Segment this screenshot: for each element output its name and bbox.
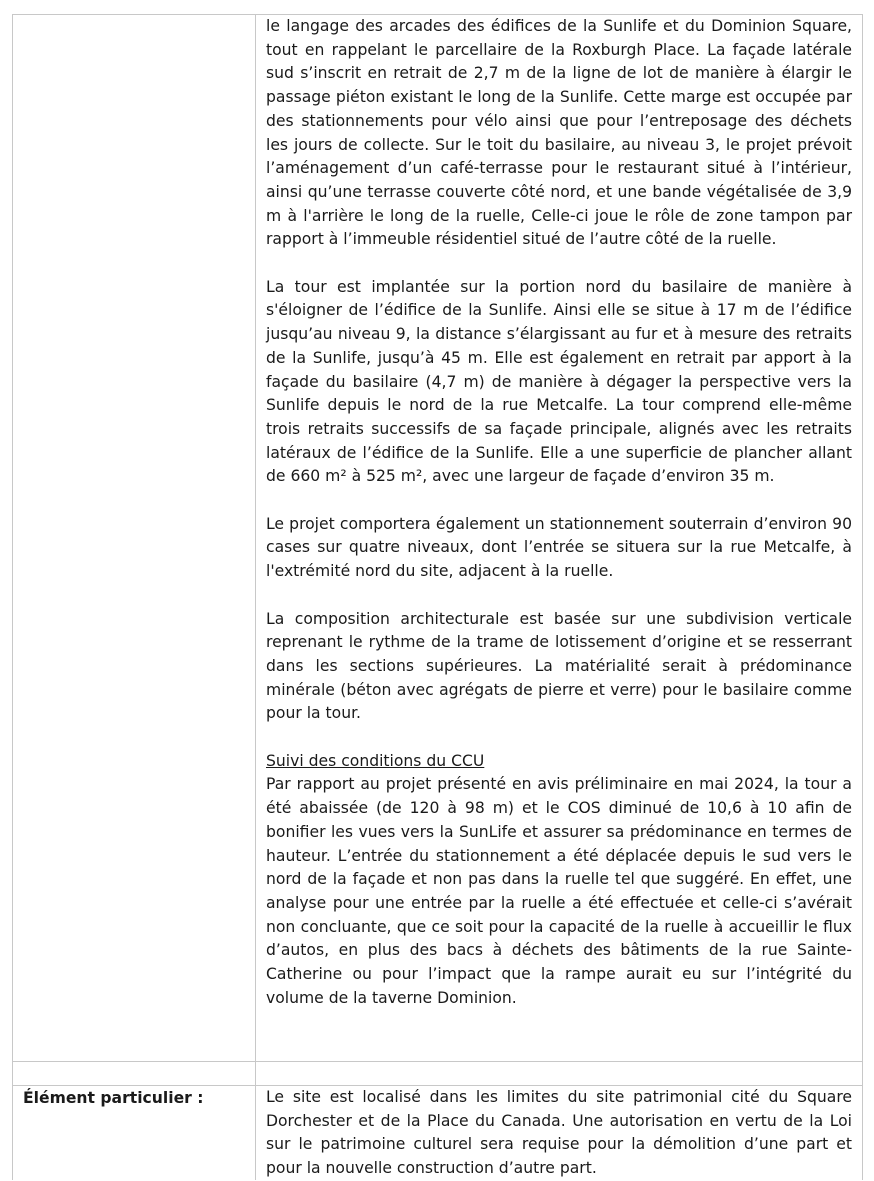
paragraph-composition: La composition architecturale est basée sur une subdivision verticale reprenant le rythme de la trame de lotissement d’origine et se resserrant dans les sections supérieures. La matérialité serait à prédominance minérale (béton avec agrégats de pierre et verre) pour le basilaire comme pour la tour. bbox=[266, 609, 852, 723]
project-description-cell bbox=[266, 15, 852, 1010]
element-particulier-label: Élément particulier : bbox=[23, 1089, 204, 1107]
paragraph-stationnement: Le projet comportera également un stationnement souterrain d’environ 90 cases sur quatre niveaux, dont l’entrée se situera sur la rue Metcalfe, à l'extrémité nord du site, adjacent à la ruelle. bbox=[266, 514, 852, 581]
paragraph-basilaire: le langage des arcades des édifices de la Sunlife et du Dominion Square, tout en rappelant le parcellaire de la Roxburgh Place. La façade latérale sud s’inscrit en retrait de 2,7 m de la ligne de lot de manière à élargir le passage piéton existant le long de la Sunlife. Cette marge est occupée par des stationnements pour vélo ainsi que pour l’entreposage des déchets les jours de collecte. Sur le toit du basilaire, au niveau 3, le projet prévoit l’aménagement d’un café-terrasse pour le restaurant situé à l’intérieur, ainsi qu’une terrasse couverte côté nord, et une bande végétalisée de 3,9 m à l'arrière le long de la ruelle, Celle-ci joue le rôle de zone tampon par rapport à l’immeuble résidentiel situé de l’autre côté de la ruelle. bbox=[266, 17, 852, 249]
paragraph-ccu: Par rapport au projet présenté en avis préliminaire en mai 2024, la tour a été abaissée (de 120 à 98 m) et le COS diminué de 10,6 à 10 afin de bonifier les vues vers la SunLife et assurer sa prédominance en termes de hauteur. L’entrée du stationnement a été déplacée depuis le sud vers le nord de la façade et non pas dans la ruelle tel que suggéré. En effet, une analyse pour une entrée par la ruelle a été effectuée et celle-ci s’avérait non concluante, que ce soit pour la capacité de la ruelle à accueillir le flux d’autos, en plus des bacs à déchets des bâtiments de la rue Sainte-Catherine ou pour l’impact que la rampe aurait eu sur l’intégrité du volume de la taverne Dominion. bbox=[266, 775, 852, 1007]
column-divider bbox=[255, 14, 256, 1180]
element-particulier-cell bbox=[266, 1086, 852, 1181]
table-right-border bbox=[862, 14, 863, 1180]
paragraph-tour: La tour est implantée sur la portion nord du basilaire de manière à s'éloigner de l’édifice de la Sunlife. Ainsi elle se situe à 17 m de l’édifice jusqu’au niveau 9, la distance s’élargissant au fur et à mesure des retraits de la Sunlife, jusqu’à 45 m. Elle est également en retrait par apport à la façade du basilaire (4,7 m) de manière à dégager la perspective vers la Sunlife depuis le nord de la rue Metcalfe. La tour comprend elle-même trois retraits successifs de sa façade principale, alignés avec les retraits latéraux de l’édifice de la Sunlife. Elle a une superficie de plancher allant de 660 m² à 525 m², avec une largeur de façade d’environ 35 m. bbox=[266, 277, 852, 486]
row-divider bbox=[12, 1061, 862, 1062]
ccu-heading: Suivi des conditions du CCU bbox=[266, 751, 485, 770]
paragraph-patrimoine: Le site est localisé dans les limites du site patrimonial cité du Square Dorchester et de la Place du Canada. Une autorisation en vertu de la Loi sur le patrimoine culturel sera requise pour la démolition d’une part et pour la nouvelle construction d’autre part. bbox=[266, 1088, 852, 1178]
table-left-border bbox=[12, 14, 13, 1180]
